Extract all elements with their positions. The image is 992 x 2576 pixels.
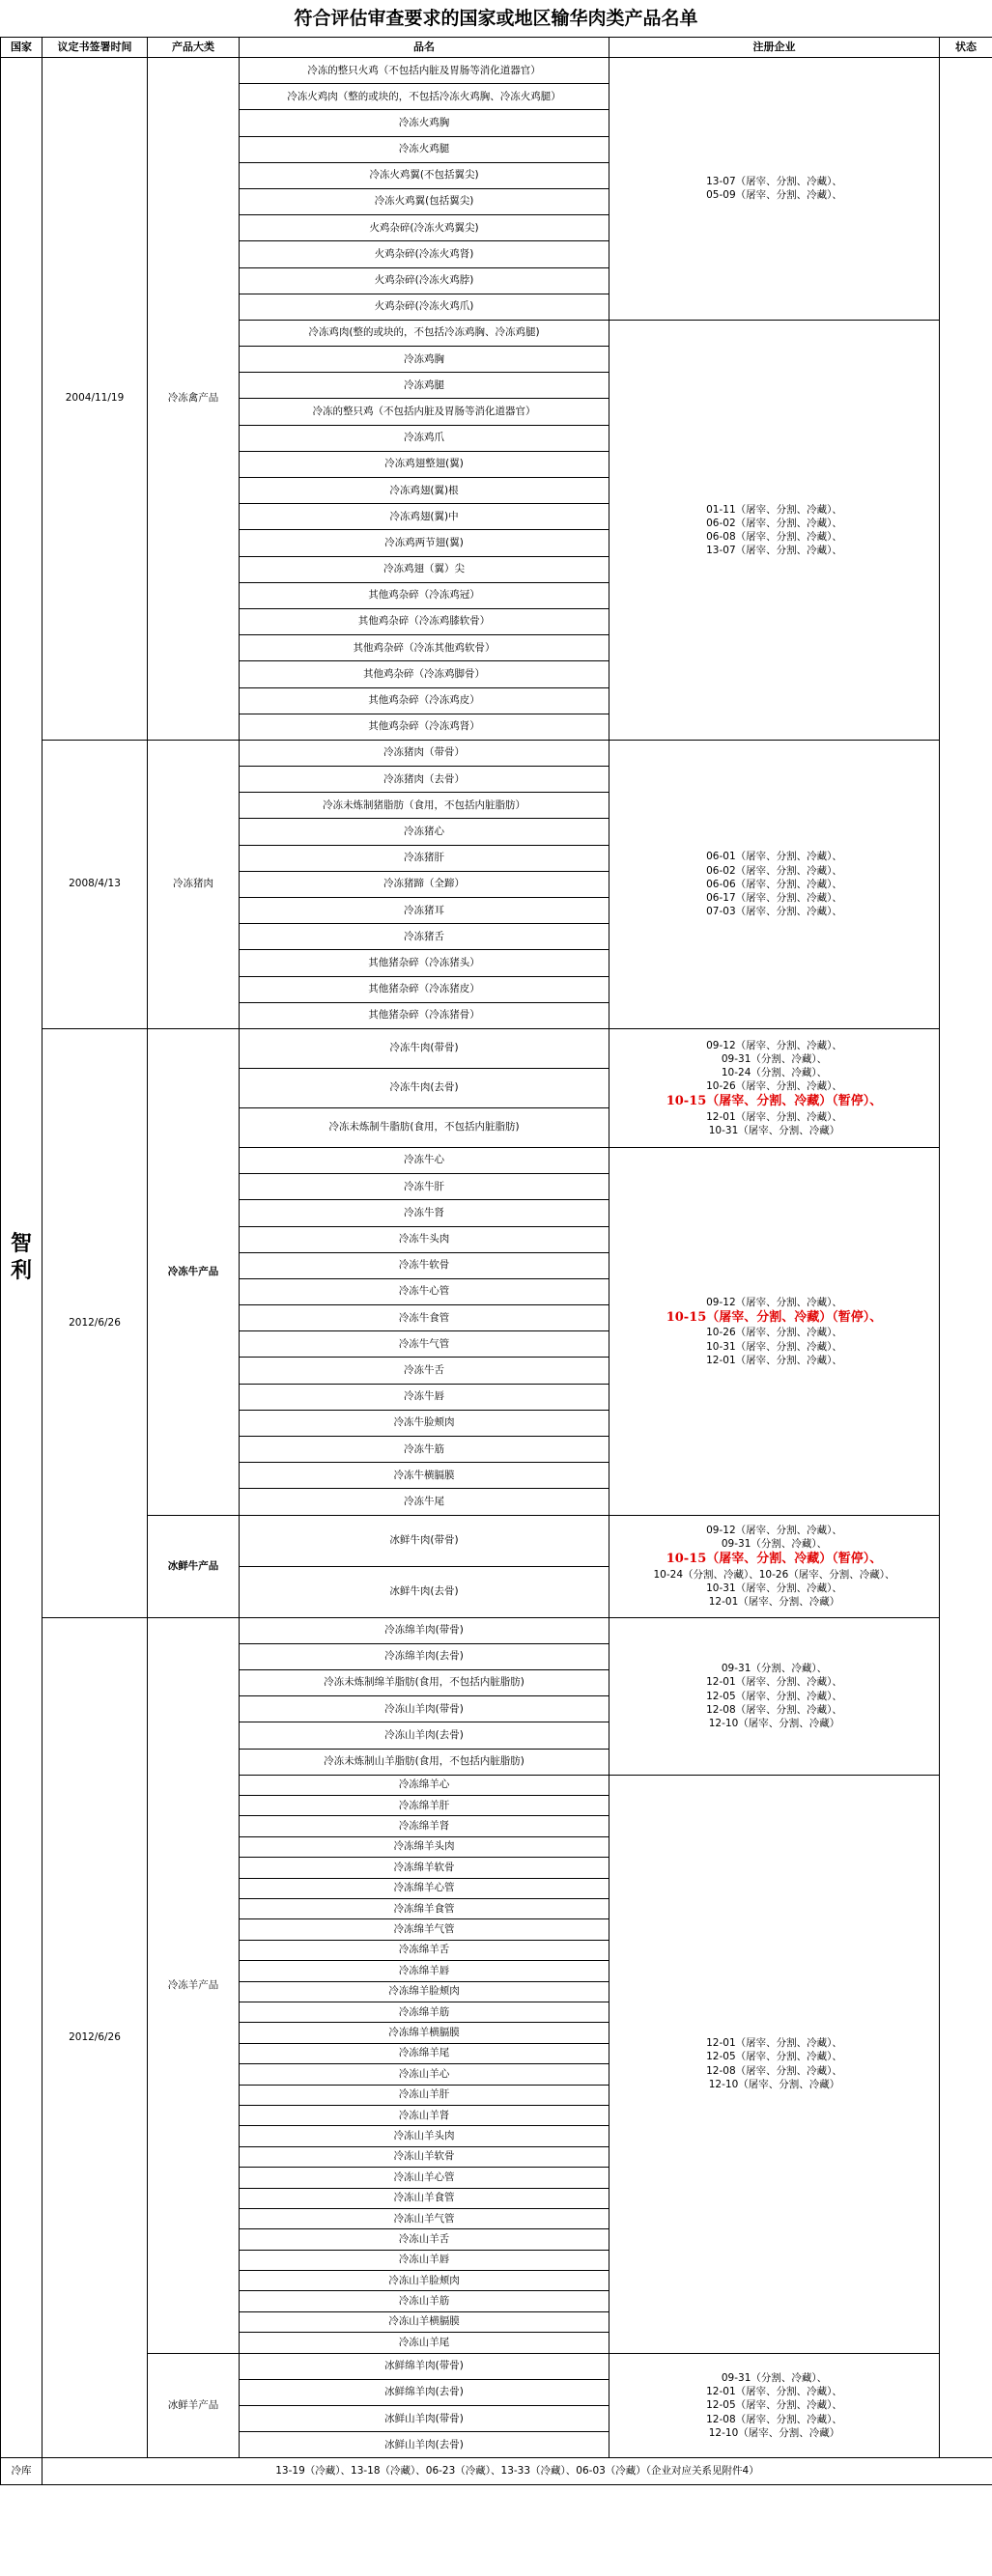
product-name-cell: 冷冻山羊头肉 — [240, 2126, 609, 2146]
product-name-cell: 冷冻绵羊食管 — [240, 1899, 609, 1919]
product-name-cell: 其他鸡杂碎（冷冻鸡冠） — [240, 582, 609, 608]
enterprise-line: 12-01（屠宰、分割、冷藏）、 — [706, 1110, 842, 1123]
product-name-cell: 其他猪杂碎（冷冻猪皮） — [240, 976, 609, 1002]
table-row — [1, 58, 992, 84]
suspended-enterprise-line: 10-15（屠宰、分割、冷藏）（暂停）、 — [666, 1094, 883, 1109]
enterprise-line: 12-08（屠宰、分割、冷藏）、 — [706, 2064, 842, 2077]
product-name-cell: 冷冻火鸡翼(包括翼尖) — [240, 188, 609, 214]
product-name-cell: 冷冻山羊气管 — [240, 2208, 609, 2228]
enterprise-line: 10-26（屠宰、分割、冷藏）、 — [706, 1080, 842, 1093]
product-list-table — [0, 37, 992, 2485]
enterprise-line: 09-31（分割、冷藏）、 — [721, 1663, 828, 1675]
enterprise-cell — [609, 58, 940, 321]
suspended-enterprise-line: 10-15（屠宰、分割、冷藏）（暂停）、 — [666, 1309, 883, 1325]
product-name-cell: 其他鸡杂碎（冷冻鸡膝软骨） — [240, 608, 609, 634]
product-name-cell: 冷冻绵羊尾 — [240, 2043, 609, 2063]
product-name-cell: 其他鸡杂碎（冷冻鸡脚骨） — [240, 661, 609, 687]
product-name-cell: 冷冻火鸡胸 — [240, 110, 609, 136]
enterprise-line: 10-31（屠宰、分割、冷藏）、 — [706, 1582, 842, 1594]
product-name-cell: 冷冻牛尾 — [240, 1489, 609, 1515]
product-name-cell: 其他猪杂碎（冷冻猪头） — [240, 950, 609, 976]
product-name-cell: 冷冻的整只鸡（不包括内脏及胃肠等消化道器官） — [240, 399, 609, 425]
product-name-cell: 冷冻未炼制山羊脂肪(食用，不包括内脏脂肪) — [240, 1749, 609, 1775]
table-row — [1, 1617, 992, 1643]
product-name-cell: 冷冻牛筋 — [240, 1437, 609, 1463]
product-name-cell: 冷冻未炼制绵羊脂肪(食用，不包括内脏脂肪) — [240, 1669, 609, 1695]
product-name-cell: 冰鲜绵羊肉(去骨) — [240, 2379, 609, 2405]
enterprise-line: 06-06（屠宰、分割、冷藏）、 — [706, 878, 842, 890]
enterprise-line: 09-31（分割、冷藏）、 — [721, 2372, 828, 2385]
product-name-cell: 冷冻猪肝 — [240, 845, 609, 871]
enterprise-line: 12-01（屠宰、分割、冷藏）、 — [706, 1354, 842, 1366]
product-name-cell: 冰鲜牛肉(带骨) — [240, 1515, 609, 1566]
status-cell — [940, 58, 992, 2458]
product-name-cell: 冷冻鸡肉(整的或块的，不包括冷冻鸡胸、冷冻鸡腿) — [240, 320, 609, 346]
enterprise-line: 09-12（屠宰、分割、冷藏）、 — [706, 1524, 842, 1536]
enterprise-cell — [609, 2353, 940, 2458]
enterprise-line: 06-08（屠宰、分割、冷藏）、 — [706, 530, 842, 543]
table-row — [1, 1515, 992, 1566]
enterprise-line: 12-05（屠宰、分割、冷藏）、 — [706, 2399, 842, 2412]
product-name-cell: 冷冻绵羊心管 — [240, 1878, 609, 1898]
product-name-cell: 冷冻鸡翅（翼）尖 — [240, 556, 609, 582]
product-name-cell: 冷冻牛食管 — [240, 1305, 609, 1331]
product-name-cell: 冷冻山羊心 — [240, 2064, 609, 2085]
page-title: 符合评估审查要求的国家或地区输华肉类产品名单 — [294, 8, 698, 29]
product-name-cell: 冷冻绵羊横膈膜 — [240, 2023, 609, 2043]
product-name-cell: 冷冻山羊肾 — [240, 2105, 609, 2125]
header-product-name: 品名 — [240, 38, 609, 58]
category-cell: 冷冻羊产品 — [148, 1617, 240, 2353]
product-name-cell: 冷冻鸡翅(翼)根 — [240, 478, 609, 504]
product-name-cell: 冷冻绵羊肾 — [240, 1816, 609, 1836]
category-cell: 冰鲜羊产品 — [148, 2353, 240, 2458]
product-name-cell: 冷冻牛气管 — [240, 1331, 609, 1358]
enterprise-cell — [609, 1147, 940, 1515]
product-name-cell: 冷冻鸡腿 — [240, 373, 609, 399]
header-enterprise: 注册企业 — [609, 38, 940, 58]
category-cell: 冰鲜牛产品 — [148, 1515, 240, 1617]
product-name-cell: 冷冻牛心管 — [240, 1278, 609, 1304]
product-name-cell: 冷冻牛肾 — [240, 1200, 609, 1226]
cold-storage-label: 冷库 — [1, 2458, 43, 2485]
product-name-cell: 冷冻猪耳 — [240, 898, 609, 924]
product-name-cell: 冷冻绵羊舌 — [240, 1940, 609, 1960]
header-status: 状态 — [940, 38, 992, 58]
enterprise-line: 06-17（屠宰、分割、冷藏）、 — [706, 891, 842, 904]
enterprise-line: 09-31（分割、冷藏）、 — [721, 1052, 828, 1065]
enterprise-line: 12-01（屠宰、分割、冷藏）、 — [706, 2037, 842, 2050]
enterprise-cell — [609, 740, 940, 1028]
product-name-cell: 冷冻火鸡肉（整的或块的，不包括冷冻火鸡胸、冷冻火鸡腿） — [240, 84, 609, 110]
product-name-cell: 冷冻牛横膈膜 — [240, 1463, 609, 1489]
product-name-cell: 冷冻的整只火鸡（不包括内脏及胃肠等消化道器官） — [240, 58, 609, 84]
product-name-cell: 冷冻绵羊肉(带骨) — [240, 1617, 609, 1643]
enterprise-line: 05-09（屠宰、分割、冷藏）、 — [706, 189, 842, 202]
product-name-cell: 冷冻鸡爪 — [240, 425, 609, 451]
product-name-cell: 冷冻猪肉（去骨） — [240, 767, 609, 793]
enterprise-line: 10-31（屠宰、分割、冷藏） — [708, 1125, 840, 1137]
enterprise-line: 12-08（屠宰、分割、冷藏）、 — [706, 2413, 842, 2425]
product-name-cell: 火鸡杂碎(冷冻火鸡翼尖) — [240, 215, 609, 241]
product-name-cell: 冷冻山羊肝 — [240, 2085, 609, 2105]
enterprise-line: 09-31（分割、冷藏）、 — [721, 1538, 828, 1551]
table-header-row — [1, 38, 992, 58]
enterprise-cell — [609, 320, 940, 740]
product-name-cell: 冷冻绵羊筋 — [240, 2002, 609, 2022]
product-name-cell: 冷冻山羊脸颊肉 — [240, 2271, 609, 2291]
signing-date-cell: 2012/6/26 — [43, 1617, 148, 2458]
signing-date-cell: 2004/11/19 — [43, 58, 148, 741]
enterprise-line: 10-31（屠宰、分割、冷藏）、 — [706, 1340, 842, 1353]
product-name-cell: 冷冻绵羊气管 — [240, 1919, 609, 1940]
enterprise-line: 12-10（屠宰、分割、冷藏） — [708, 1717, 840, 1729]
product-name-cell: 冷冻牛心 — [240, 1147, 609, 1173]
enterprise-line: 01-11（屠宰、分割、冷藏）、 — [706, 503, 842, 516]
product-name-cell: 冷冻山羊肉(去骨) — [240, 1722, 609, 1749]
enterprise-line: 12-10（屠宰、分割、冷藏） — [708, 2078, 840, 2090]
enterprise-line: 12-01（屠宰、分割、冷藏）、 — [706, 1676, 842, 1689]
enterprise-cell — [609, 1028, 940, 1147]
enterprise-line: 12-08（屠宰、分割、冷藏）、 — [706, 1703, 842, 1716]
product-name-cell: 冰鲜山羊肉(去骨) — [240, 2432, 609, 2458]
product-name-cell: 冷冻猪肉（带骨） — [240, 740, 609, 766]
product-name-cell: 冷冻鸡翅(翼)中 — [240, 504, 609, 530]
product-name-cell: 冷冻牛肝 — [240, 1174, 609, 1200]
product-name-cell: 冷冻绵羊唇 — [240, 1961, 609, 1981]
product-name-cell: 冷冻牛软骨 — [240, 1252, 609, 1278]
product-name-cell: 冷冻鸡两节翅(翼) — [240, 530, 609, 556]
product-name-cell: 冷冻山羊横膈膜 — [240, 2311, 609, 2332]
product-name-cell: 冷冻未炼制猪脂肪（食用，不包括内脏脂肪） — [240, 793, 609, 819]
enterprise-line: 06-01（屠宰、分割、冷藏）、 — [706, 851, 842, 863]
enterprise-line: 10-24（分割、冷藏）、10-26（屠宰、分割、冷藏）、 — [653, 1568, 895, 1581]
enterprise-line: 09-12（屠宰、分割、冷藏）、 — [706, 1039, 842, 1051]
product-name-cell: 冷冻鸡翅整翅(翼) — [240, 451, 609, 477]
country-cell: 智利 — [1, 58, 43, 2458]
product-name-cell: 冰鲜山羊肉(带骨) — [240, 2406, 609, 2432]
product-name-cell: 其他鸡杂碎（冷冻鸡肾） — [240, 714, 609, 740]
product-name-cell: 冷冻绵羊肝 — [240, 1796, 609, 1816]
enterprise-line: 06-02（屠宰、分割、冷藏）、 — [706, 864, 842, 877]
product-name-cell: 冷冻山羊舌 — [240, 2229, 609, 2250]
product-name-cell: 冷冻绵羊脸颊肉 — [240, 1981, 609, 2002]
product-name-cell: 火鸡杂碎(冷冻火鸡肾) — [240, 241, 609, 267]
product-name-cell: 冷冻牛头肉 — [240, 1226, 609, 1252]
product-name-cell: 冷冻鸡胸 — [240, 347, 609, 373]
product-name-cell: 冷冻猪蹄（全蹄） — [240, 871, 609, 897]
product-name-cell: 其他鸡杂碎（冷冻鸡皮） — [240, 687, 609, 714]
product-name-cell: 冷冻绵羊头肉 — [240, 1836, 609, 1857]
product-name-cell: 其他鸡杂碎（冷冻其他鸡软骨） — [240, 635, 609, 661]
enterprise-line: 12-05（屠宰、分割、冷藏）、 — [706, 2051, 842, 2063]
cold-storage-row — [1, 2458, 992, 2485]
product-name-cell: 冷冻牛唇 — [240, 1384, 609, 1410]
product-name-cell: 冷冻山羊食管 — [240, 2188, 609, 2208]
enterprise-line: 09-12（屠宰、分割、冷藏）、 — [706, 1296, 842, 1308]
cold-storage-enterprises: 13-19（冷藏）、13-18（冷藏）、06-23（冷藏）、13-33（冷藏）、06-03（冷藏）（企业对应关系见附件4） — [43, 2458, 992, 2485]
product-name-cell: 冷冻绵羊软骨 — [240, 1858, 609, 1878]
product-name-cell: 其他猪杂碎（冷冻猪骨） — [240, 1002, 609, 1028]
category-cell: 冷冻牛产品 — [148, 1028, 240, 1515]
suspended-enterprise-line: 10-15（屠宰、分割、冷藏）（暂停）、 — [666, 1552, 883, 1567]
product-name-cell: 冷冻山羊肉(带骨) — [240, 1696, 609, 1722]
product-name-cell: 冷冻猪心 — [240, 819, 609, 845]
table-row — [1, 740, 992, 766]
product-name-cell: 冷冻山羊尾 — [240, 2333, 609, 2353]
header-date: 议定书签署时间 — [43, 38, 148, 58]
enterprise-line: 10-26（屠宰、分割、冷藏）、 — [706, 1327, 842, 1339]
product-name-cell: 冷冻山羊唇 — [240, 2250, 609, 2270]
enterprise-line: 12-01（屠宰、分割、冷藏）、 — [706, 2386, 842, 2398]
category-cell: 冷冻猪肉 — [148, 740, 240, 1028]
signing-date-cell: 2008/4/13 — [43, 740, 148, 1028]
table-row — [1, 2353, 992, 2379]
product-name-cell: 冷冻牛肉(带骨) — [240, 1028, 609, 1068]
signing-date-cell: 2012/6/26 — [43, 1028, 148, 1617]
product-name-cell: 冷冻山羊筋 — [240, 2291, 609, 2311]
enterprise-line: 13-07（屠宰、分割、冷藏）、 — [706, 176, 842, 188]
enterprise-line: 12-05（屠宰、分割、冷藏）、 — [706, 1690, 842, 1702]
enterprise-line: 12-01（屠宰、分割、冷藏） — [708, 1596, 840, 1609]
category-cell: 冷冻禽产品 — [148, 58, 240, 741]
product-name-cell: 冷冻火鸡腿 — [240, 136, 609, 162]
product-name-cell: 冷冻牛脸颊肉 — [240, 1410, 609, 1436]
header-category: 产品大类 — [148, 38, 240, 58]
enterprise-line: 12-10（屠宰、分割、冷藏） — [708, 2426, 840, 2439]
enterprise-cell — [609, 1775, 940, 2353]
enterprise-line: 06-02（屠宰、分割、冷藏）、 — [706, 517, 842, 529]
product-name-cell: 冰鲜绵羊肉(带骨) — [240, 2353, 609, 2379]
product-name-cell: 火鸡杂碎(冷冻火鸡脖) — [240, 267, 609, 294]
table-row — [1, 1028, 992, 1068]
product-name-cell: 冷冻猪舌 — [240, 924, 609, 950]
product-name-cell: 冷冻火鸡翼(不包括翼尖) — [240, 162, 609, 188]
product-name-cell: 冷冻牛肉(去骨) — [240, 1068, 609, 1107]
product-name-cell: 冷冻山羊软骨 — [240, 2146, 609, 2167]
product-name-cell: 冰鲜牛肉(去骨) — [240, 1566, 609, 1617]
enterprise-cell — [609, 1617, 940, 1775]
header-country: 国家 — [1, 38, 43, 58]
product-name-cell: 冷冻未炼制牛脂肪(食用，不包括内脏脂肪) — [240, 1107, 609, 1147]
enterprise-line: 13-07（屠宰、分割、冷藏）、 — [706, 545, 842, 557]
enterprise-cell — [609, 1515, 940, 1617]
product-name-cell: 冷冻绵羊心 — [240, 1775, 609, 1795]
enterprise-line: 10-24（分割、冷藏）、 — [721, 1066, 828, 1078]
product-name-cell: 冷冻牛舌 — [240, 1358, 609, 1384]
product-name-cell: 冷冻山羊心管 — [240, 2168, 609, 2188]
enterprise-line: 07-03（屠宰、分割、冷藏）、 — [706, 906, 842, 918]
product-name-cell: 火鸡杂碎(冷冻火鸡爪) — [240, 294, 609, 320]
product-name-cell: 冷冻绵羊肉(去骨) — [240, 1643, 609, 1669]
